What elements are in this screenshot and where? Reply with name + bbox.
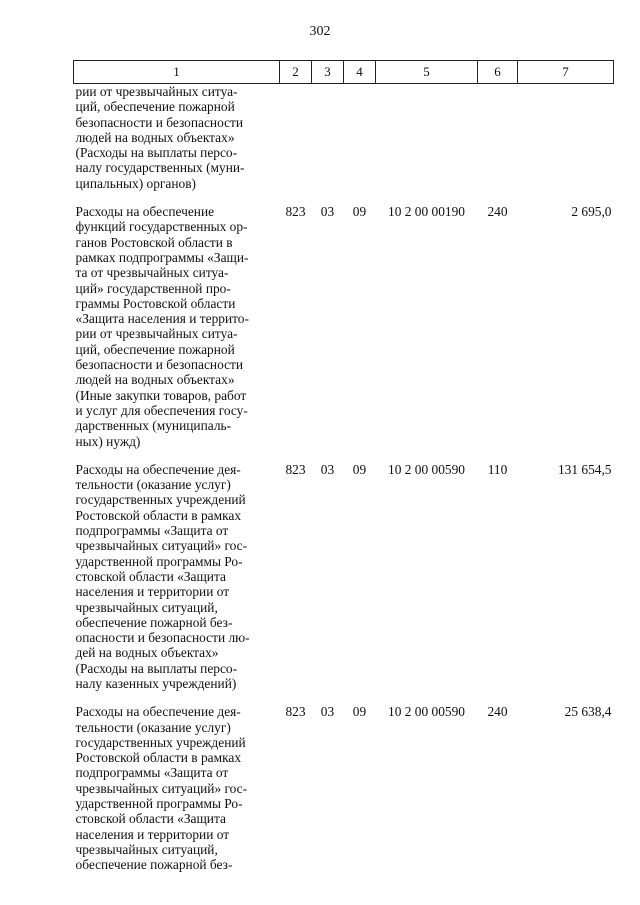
description-line: и услуг для обеспечения госу-	[75, 402, 248, 418]
target-article-code: 10 2 00 00190	[388, 204, 465, 220]
ministry-code: 823	[285, 204, 306, 220]
subsection-code: 09	[352, 204, 367, 220]
amount-value: 25 638,4	[564, 704, 612, 720]
subsection-code: 09	[352, 461, 367, 477]
section-code	[312, 84, 344, 205]
description-line: «Защита населения и террито-	[75, 311, 249, 327]
expense-description	[74, 204, 280, 462]
section-code: 03	[320, 461, 335, 477]
description-line: налу казенных учреждений)	[75, 675, 237, 691]
amount-value	[518, 84, 614, 205]
description-line: обеспечение пожарной без-	[75, 857, 233, 873]
column-header-3: 3	[312, 61, 344, 84]
description-line: рамках подпрограммы «Защи-	[75, 249, 249, 265]
expense-description	[74, 462, 280, 704]
description-line: обеспечение пожарной без-	[75, 614, 233, 630]
target-article-code: 10 2 00 00590	[388, 461, 465, 477]
description-line: ганов Ростовской области в	[75, 234, 233, 250]
description-line: стовской области «Защита	[75, 811, 226, 827]
expense-description	[74, 84, 280, 205]
description-line: Расходы на обеспечение дея-	[75, 704, 241, 720]
table-body	[74, 84, 614, 886]
column-header-7: 7	[518, 61, 614, 84]
amount-value: 2 695,0	[571, 204, 612, 220]
description-line: безопасности и безопасности	[75, 114, 244, 130]
description-line: ций, обеспечение пожарной	[75, 99, 235, 115]
description-line: рии от чрезвычайных ситуа-	[75, 326, 238, 342]
description-line: опасности и безопасности лю-	[75, 630, 250, 646]
description-line: населения и территории от	[75, 584, 230, 600]
description-line: государственных учреждений	[75, 492, 246, 508]
page-number: 302	[309, 24, 331, 39]
description-line: Расходы на обеспечение дея-	[75, 461, 241, 477]
description-line: ций, обеспечение пожарной	[75, 341, 235, 357]
description-line: чрезвычайных ситуаций,	[75, 599, 218, 615]
amount-value: 131 654,5	[557, 461, 612, 477]
expense-type-code: 110	[487, 461, 508, 477]
expense-type-code	[478, 84, 518, 205]
description-line: ударственной программы Ро-	[75, 796, 243, 812]
description-line: населения и территории от	[75, 826, 230, 842]
table-row	[74, 704, 614, 885]
description-line: подпрограммы «Защита от	[75, 765, 229, 781]
description-line: чрезвычайных ситуаций» гос-	[75, 538, 248, 554]
description-line: функций государственных ор-	[75, 219, 248, 235]
description-line: та от чрезвычайных ситуа-	[75, 265, 229, 281]
expense-description	[74, 704, 280, 885]
description-line: стовской области «Защита	[75, 568, 226, 584]
description-line: Ростовской области в рамках	[75, 750, 242, 766]
table-header-row	[74, 61, 614, 84]
description-line: подпрограммы «Защита от	[75, 523, 229, 539]
description-line: Ростовской области в рамках	[75, 507, 242, 523]
description-line: государственных учреждений	[75, 734, 246, 750]
description-line: (Расходы на выплаты персо-	[75, 145, 238, 161]
description-line: граммы Ростовской области	[75, 295, 236, 311]
ministry-code: 823	[285, 704, 306, 720]
column-header-5: 5	[376, 61, 478, 84]
ministry-code: 823	[285, 461, 306, 477]
description-line: (Расходы на выплаты персо-	[75, 660, 238, 676]
description-line: налу государственных (муни-	[75, 160, 245, 176]
ministry-code	[280, 84, 312, 205]
column-header-2: 2	[280, 61, 312, 84]
subsection-code: 09	[352, 704, 367, 720]
target-article-code	[376, 84, 478, 205]
description-line: тельности (оказание услуг)	[75, 719, 231, 735]
table-row	[74, 84, 614, 205]
description-line: ций» государственной про-	[75, 280, 231, 296]
description-line: чрезвычайных ситуаций,	[75, 841, 218, 857]
description-line: безопасности и безопасности	[75, 357, 244, 373]
description-line: рии от чрезвычайных ситуа-	[75, 84, 238, 99]
description-line: тельности (оказание услуг)	[75, 477, 231, 493]
description-line: ударственной программы Ро-	[75, 553, 243, 569]
section-code: 03	[320, 704, 335, 720]
description-line: людей на водных объектах»	[75, 372, 235, 388]
description-line: дарственных (муниципаль-	[75, 418, 232, 434]
table-row	[74, 462, 614, 704]
column-header-6: 6	[478, 61, 518, 84]
target-article-code: 10 2 00 00590	[388, 704, 465, 720]
expense-type-code: 240	[487, 204, 508, 220]
description-line: людей на водных объектах»	[75, 129, 235, 145]
column-header-1: 1	[74, 61, 280, 84]
column-header-4: 4	[344, 61, 376, 84]
description-line: ципальных) органов)	[75, 175, 196, 191]
subsection-code	[344, 84, 376, 205]
description-line: ных) нужд)	[75, 433, 141, 449]
table-row	[74, 204, 614, 462]
description-line: (Иные закупки товаров, работ	[75, 387, 247, 403]
budget-table	[73, 60, 614, 886]
description-line: Расходы на обеспечение	[75, 204, 215, 220]
section-code: 03	[320, 204, 335, 220]
description-line: чрезвычайных ситуаций» гос-	[75, 780, 248, 796]
expense-type-code: 240	[487, 704, 508, 720]
description-line: дей на водных объектах»	[75, 645, 219, 661]
